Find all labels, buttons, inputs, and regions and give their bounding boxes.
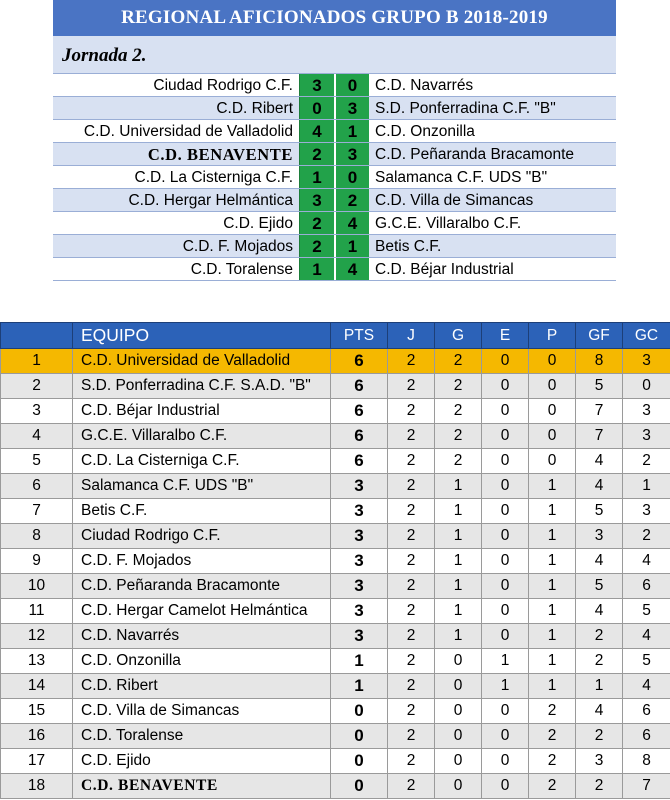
round-label: Jornada 2. [53, 36, 616, 74]
cell-j: 2 [388, 599, 435, 624]
cell-j: 2 [388, 449, 435, 474]
away-score: 1 [334, 120, 369, 142]
cell-pos: 1 [1, 349, 73, 374]
standings-row [1, 599, 670, 624]
cell-gc: 5 [623, 649, 670, 674]
cell-p: 1 [529, 574, 576, 599]
cell-pts: 3 [331, 474, 388, 499]
col-header-g: G [435, 323, 482, 349]
cell-g: 2 [435, 449, 482, 474]
cell-pts: 0 [331, 699, 388, 724]
cell-g: 2 [435, 349, 482, 374]
standings-row [1, 449, 670, 474]
cell-p: 2 [529, 699, 576, 724]
cell-team: G.C.E. Villaralbo C.F. [73, 424, 331, 449]
cell-gc: 1 [623, 474, 670, 499]
cell-e: 0 [482, 624, 529, 649]
away-team: C.D. Onzonilla [375, 123, 475, 140]
col-header-pts: PTS [331, 323, 388, 349]
away-team: Salamanca C.F. UDS "B" [375, 169, 548, 186]
cell-gf: 2 [576, 649, 623, 674]
cell-gf: 8 [576, 349, 623, 374]
standings-row [1, 574, 670, 599]
standings-row [1, 749, 670, 774]
results-title: REGIONAL AFICIONADOS GRUPO B 2018-2019 [53, 0, 616, 36]
cell-gc: 4 [623, 549, 670, 574]
standings-panel [0, 322, 670, 799]
home-team: C.D. Hergar Helmántica [128, 192, 293, 209]
cell-pos: 8 [1, 524, 73, 549]
cell-p: 1 [529, 674, 576, 699]
cell-j: 2 [388, 774, 435, 799]
home-score: 1 [299, 166, 334, 188]
cell-g: 0 [435, 649, 482, 674]
cell-g: 2 [435, 399, 482, 424]
cell-gf: 3 [576, 524, 623, 549]
cell-j: 2 [388, 699, 435, 724]
cell-p: 0 [529, 449, 576, 474]
cell-e: 0 [482, 524, 529, 549]
standings-row [1, 374, 670, 399]
cell-j: 2 [388, 624, 435, 649]
cell-pts: 3 [331, 499, 388, 524]
cell-gc: 6 [623, 724, 670, 749]
cell-gc: 6 [623, 699, 670, 724]
home-team: C.D. Ejido [223, 215, 293, 232]
match-row [53, 212, 616, 235]
cell-gf: 2 [576, 774, 623, 799]
cell-team: C.D. Hergar Camelot Helmántica [73, 599, 331, 624]
match-list [53, 74, 616, 281]
cell-pts: 0 [331, 724, 388, 749]
cell-g: 0 [435, 699, 482, 724]
cell-gf: 5 [576, 574, 623, 599]
cell-j: 2 [388, 674, 435, 699]
cell-g: 1 [435, 499, 482, 524]
cell-j: 2 [388, 574, 435, 599]
cell-gc: 0 [623, 374, 670, 399]
cell-team: Betis C.F. [73, 499, 331, 524]
cell-g: 1 [435, 599, 482, 624]
cell-e: 0 [482, 374, 529, 399]
cell-g: 2 [435, 424, 482, 449]
cell-pts: 0 [331, 774, 388, 799]
standings-row [1, 624, 670, 649]
cell-team: C.D. F. Mojados [73, 549, 331, 574]
cell-p: 0 [529, 424, 576, 449]
cell-gc: 3 [623, 349, 670, 374]
match-row [53, 74, 616, 97]
cell-team: C.D. Béjar Industrial [73, 399, 331, 424]
cell-pts: 6 [331, 449, 388, 474]
home-team: C.D. F. Mojados [182, 238, 293, 255]
cell-j: 2 [388, 474, 435, 499]
away-score: 0 [334, 166, 369, 188]
away-team: C.D. Peñaranda Bracamonte [375, 146, 575, 163]
cell-gc: 3 [623, 424, 670, 449]
col-header-j: J [388, 323, 435, 349]
cell-gc: 4 [623, 624, 670, 649]
cell-p: 0 [529, 349, 576, 374]
standings-row [1, 774, 670, 799]
home-score: 0 [299, 97, 334, 119]
cell-team: Ciudad Rodrigo C.F. [73, 524, 331, 549]
cell-j: 2 [388, 424, 435, 449]
standings-row [1, 699, 670, 724]
cell-pos: 14 [1, 674, 73, 699]
cell-pos: 11 [1, 599, 73, 624]
standings-header-row [1, 323, 670, 349]
cell-pts: 6 [331, 399, 388, 424]
cell-g: 0 [435, 724, 482, 749]
cell-e: 0 [482, 449, 529, 474]
cell-pos: 9 [1, 549, 73, 574]
match-row [53, 258, 616, 281]
cell-pts: 3 [331, 524, 388, 549]
cell-j: 2 [388, 649, 435, 674]
cell-team: C.D. Ejido [73, 749, 331, 774]
cell-team: C.D. Toralense [73, 724, 331, 749]
cell-gf: 4 [576, 549, 623, 574]
cell-team: C.D. Peñaranda Bracamonte [73, 574, 331, 599]
match-row [53, 235, 616, 258]
cell-pos: 16 [1, 724, 73, 749]
cell-gc: 2 [623, 449, 670, 474]
cell-gc: 8 [623, 749, 670, 774]
cell-g: 1 [435, 524, 482, 549]
cell-g: 0 [435, 674, 482, 699]
col-header-pos [1, 323, 73, 349]
cell-pos: 17 [1, 749, 73, 774]
away-score: 3 [334, 97, 369, 119]
cell-gf: 2 [576, 624, 623, 649]
cell-team: C.D. La Cisterniga C.F. [73, 449, 331, 474]
cell-p: 0 [529, 399, 576, 424]
cell-gf: 4 [576, 699, 623, 724]
cell-p: 0 [529, 374, 576, 399]
cell-gc: 5 [623, 599, 670, 624]
cell-p: 2 [529, 724, 576, 749]
away-score: 0 [334, 74, 369, 96]
cell-gf: 7 [576, 399, 623, 424]
cell-pts: 3 [331, 574, 388, 599]
cell-e: 0 [482, 474, 529, 499]
cell-gf: 7 [576, 424, 623, 449]
col-header-e: E [482, 323, 529, 349]
cell-g: 1 [435, 549, 482, 574]
home-score: 3 [299, 189, 334, 211]
cell-pos: 7 [1, 499, 73, 524]
cell-g: 2 [435, 374, 482, 399]
cell-gc: 2 [623, 524, 670, 549]
home-score: 3 [299, 74, 334, 96]
cell-j: 2 [388, 374, 435, 399]
cell-e: 0 [482, 424, 529, 449]
cell-g: 0 [435, 774, 482, 799]
cell-e: 1 [482, 674, 529, 699]
cell-pts: 3 [331, 549, 388, 574]
home-team: C.D. La Cisterniga C.F. [134, 169, 293, 186]
cell-pts: 1 [331, 674, 388, 699]
away-team: C.D. Navarrés [375, 77, 474, 94]
cell-pos: 3 [1, 399, 73, 424]
home-score: 2 [299, 212, 334, 234]
home-score: 2 [299, 143, 334, 165]
home-team: Ciudad Rodrigo C.F. [153, 77, 293, 94]
match-row [53, 189, 616, 212]
standings-table [0, 322, 670, 799]
cell-gf: 5 [576, 499, 623, 524]
standings-row [1, 424, 670, 449]
cell-e: 0 [482, 724, 529, 749]
away-team: S.D. Ponferradina C.F. "B" [375, 100, 556, 117]
cell-pts: 6 [331, 424, 388, 449]
cell-p: 1 [529, 474, 576, 499]
standings-row [1, 499, 670, 524]
cell-e: 0 [482, 549, 529, 574]
cell-team: C.D. Villa de Simancas [73, 699, 331, 724]
cell-pos: 10 [1, 574, 73, 599]
standings-row [1, 674, 670, 699]
cell-e: 0 [482, 349, 529, 374]
cell-e: 0 [482, 399, 529, 424]
cell-g: 1 [435, 574, 482, 599]
cell-gc: 3 [623, 399, 670, 424]
away-score: 3 [334, 143, 369, 165]
standings-row [1, 524, 670, 549]
home-team: C.D. Toralense [190, 261, 293, 278]
cell-gf: 3 [576, 749, 623, 774]
standings-body [1, 349, 670, 799]
col-header-team: EQUIPO [73, 323, 331, 349]
cell-e: 0 [482, 599, 529, 624]
cell-team: Salamanca C.F. UDS "B" [73, 474, 331, 499]
col-header-p: P [529, 323, 576, 349]
away-score: 4 [334, 258, 369, 280]
cell-e: 0 [482, 774, 529, 799]
cell-p: 1 [529, 624, 576, 649]
cell-j: 2 [388, 749, 435, 774]
standings-row [1, 549, 670, 574]
cell-pos: 6 [1, 474, 73, 499]
cell-pts: 3 [331, 599, 388, 624]
cell-p: 1 [529, 649, 576, 674]
cell-j: 2 [388, 524, 435, 549]
cell-team: C.D. BENAVENTE [73, 774, 331, 799]
col-header-gf: GF [576, 323, 623, 349]
match-row [53, 97, 616, 120]
cell-pts: 0 [331, 749, 388, 774]
cell-p: 1 [529, 599, 576, 624]
away-score: 1 [334, 235, 369, 257]
cell-pts: 3 [331, 624, 388, 649]
cell-j: 2 [388, 399, 435, 424]
cell-gf: 1 [576, 674, 623, 699]
cell-e: 0 [482, 699, 529, 724]
home-score: 1 [299, 258, 334, 280]
cell-pos: 18 [1, 774, 73, 799]
cell-pos: 15 [1, 699, 73, 724]
match-row [53, 166, 616, 189]
cell-gf: 4 [576, 599, 623, 624]
cell-j: 2 [388, 549, 435, 574]
cell-e: 0 [482, 749, 529, 774]
cell-pos: 2 [1, 374, 73, 399]
cell-j: 2 [388, 499, 435, 524]
home-score: 4 [299, 120, 334, 142]
cell-pts: 6 [331, 349, 388, 374]
cell-gc: 6 [623, 574, 670, 599]
away-team: C.D. Villa de Simancas [375, 192, 534, 209]
cell-team: S.D. Ponferradina C.F. S.A.D. "B" [73, 374, 331, 399]
cell-e: 1 [482, 649, 529, 674]
standings-row [1, 649, 670, 674]
match-row [53, 120, 616, 143]
cell-gf: 5 [576, 374, 623, 399]
cell-team: C.D. Onzonilla [73, 649, 331, 674]
cell-pts: 6 [331, 374, 388, 399]
cell-g: 1 [435, 624, 482, 649]
cell-p: 1 [529, 499, 576, 524]
standings-row [1, 474, 670, 499]
results-panel [53, 0, 616, 281]
cell-pos: 5 [1, 449, 73, 474]
home-team: C.D. BENAVENTE [147, 145, 293, 164]
away-score: 2 [334, 189, 369, 211]
cell-e: 0 [482, 499, 529, 524]
cell-pos: 12 [1, 624, 73, 649]
away-team: C.D. Béjar Industrial [375, 261, 514, 278]
cell-gf: 4 [576, 474, 623, 499]
col-header-gc: GC [623, 323, 670, 349]
cell-team: C.D. Navarrés [73, 624, 331, 649]
away-score: 4 [334, 212, 369, 234]
cell-p: 2 [529, 749, 576, 774]
cell-pos: 13 [1, 649, 73, 674]
cell-gf: 4 [576, 449, 623, 474]
away-team: Betis C.F. [375, 238, 442, 255]
cell-p: 1 [529, 549, 576, 574]
cell-gc: 7 [623, 774, 670, 799]
standings-row [1, 349, 670, 374]
cell-team: C.D. Ribert [73, 674, 331, 699]
cell-g: 1 [435, 474, 482, 499]
cell-pts: 1 [331, 649, 388, 674]
cell-p: 2 [529, 774, 576, 799]
cell-gc: 4 [623, 674, 670, 699]
cell-p: 1 [529, 524, 576, 549]
cell-j: 2 [388, 724, 435, 749]
cell-pos: 4 [1, 424, 73, 449]
cell-e: 0 [482, 574, 529, 599]
cell-team: C.D. Universidad de Valladolid [73, 349, 331, 374]
home-team: C.D. Universidad de Valladolid [83, 123, 293, 140]
cell-gf: 2 [576, 724, 623, 749]
cell-g: 0 [435, 749, 482, 774]
away-team: G.C.E. Villaralbo C.F. [375, 215, 522, 232]
cell-j: 2 [388, 349, 435, 374]
standings-row [1, 724, 670, 749]
match-row [53, 143, 616, 166]
home-team: C.D. Ribert [216, 100, 293, 117]
cell-gc: 3 [623, 499, 670, 524]
standings-row [1, 399, 670, 424]
home-score: 2 [299, 235, 334, 257]
